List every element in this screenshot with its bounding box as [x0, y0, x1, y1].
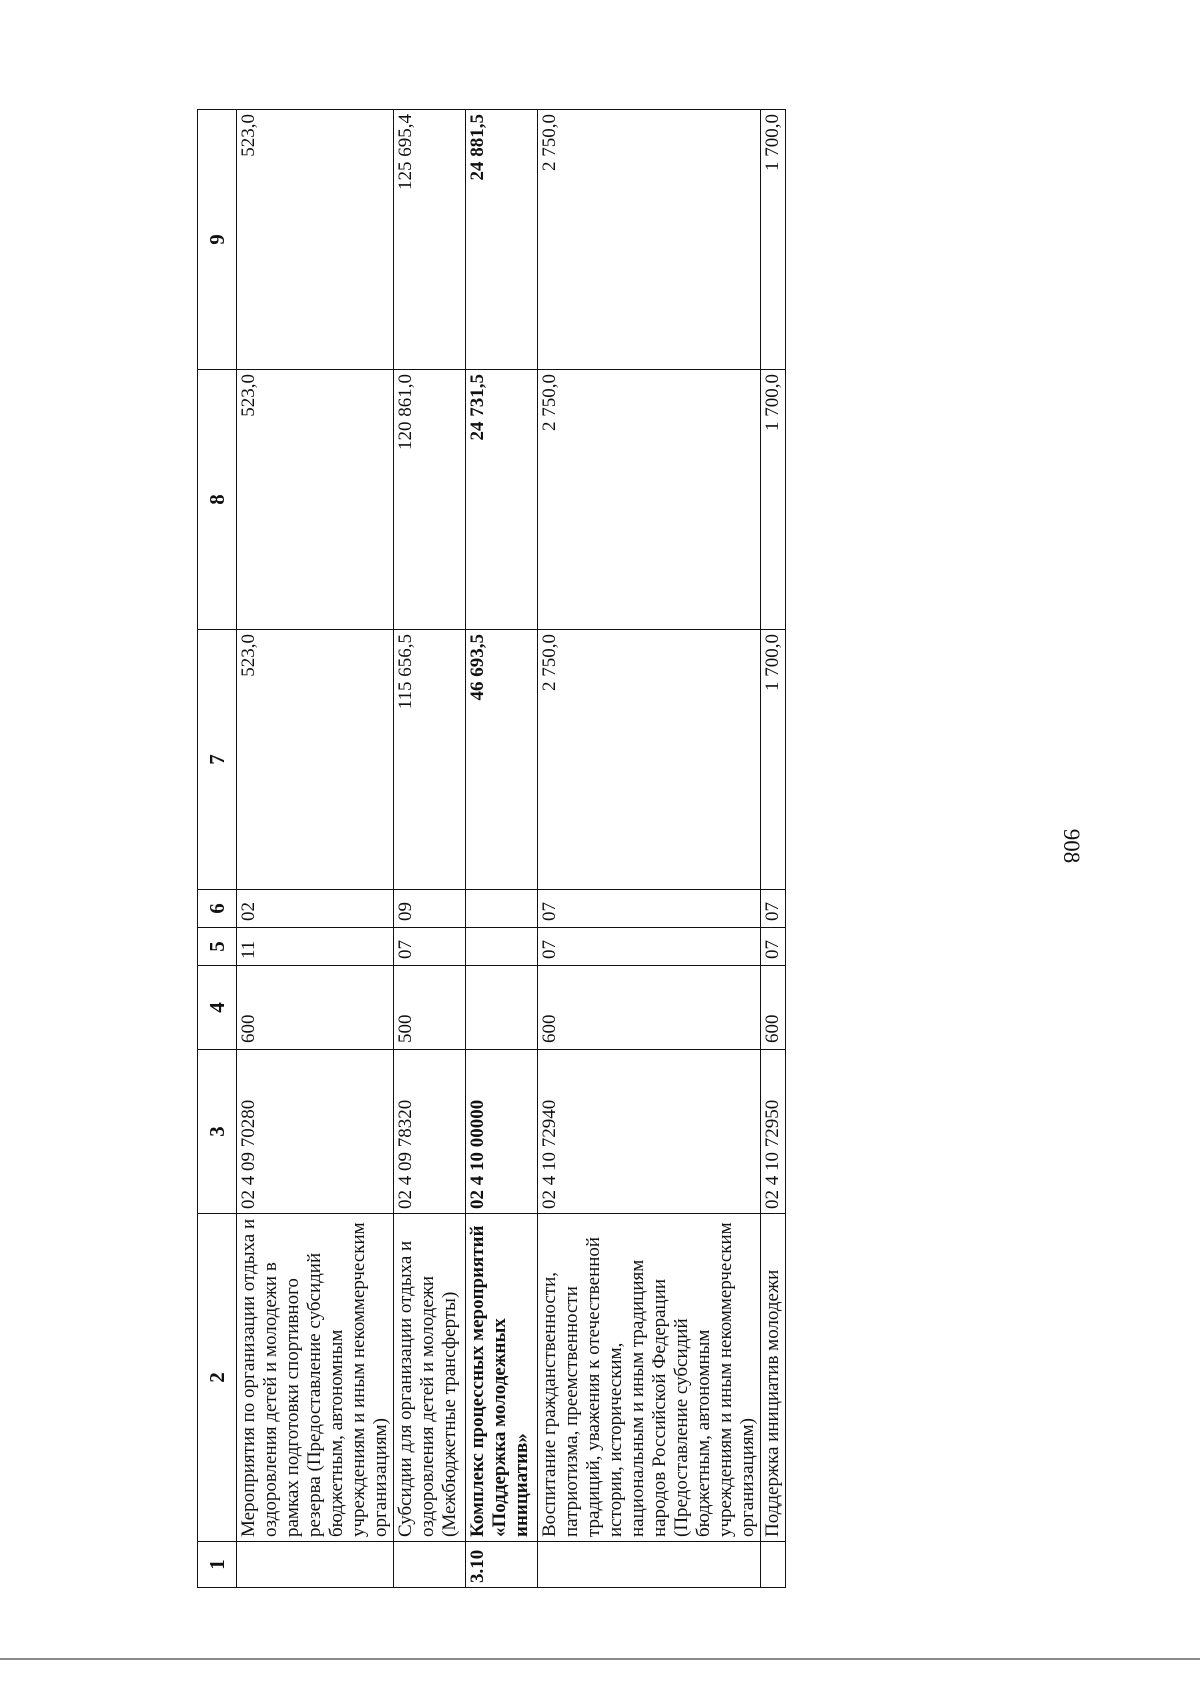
- subsection-code: 07: [761, 890, 786, 928]
- amount-year-2: 24 731,5: [466, 370, 538, 630]
- section-code: 11: [237, 928, 394, 966]
- row-index: [237, 1542, 394, 1588]
- section-code: 07: [761, 928, 786, 966]
- amount-year-3: 24 881,5: [466, 110, 538, 370]
- page-number: 908: [1059, 828, 1084, 864]
- amount-year-2: 2 750,0: [538, 370, 761, 630]
- column-header: 1: [198, 1542, 237, 1588]
- amount-year-1: 1 700,0: [761, 630, 786, 890]
- section-code: 07: [538, 928, 761, 966]
- column-header: 5: [198, 928, 237, 966]
- expense-type-code: 600: [538, 966, 761, 1050]
- target-article-code: 02 4 10 72950: [761, 1050, 786, 1214]
- column-header: 9: [198, 110, 237, 370]
- table-row: [237, 110, 394, 1588]
- amount-year-2: 523,0: [237, 370, 394, 630]
- amount-year-1: 2 750,0: [538, 630, 761, 890]
- expense-name: Комплекс процессных мероприятий «Поддержка молодежных инициатив»: [466, 1214, 538, 1542]
- amount-year-2: 120 861,0: [394, 370, 466, 630]
- target-article-code: 02 4 10 72940: [538, 1050, 761, 1214]
- expense-type-code: 500: [394, 966, 466, 1050]
- expense-type-code: [466, 966, 538, 1050]
- column-header: 3: [198, 1050, 237, 1214]
- expense-name: Воспитание гражданственности, патриотизма, преемственности традиций, уважения к отечественной истории, историческим, национальным и иным традициям народов Российской Федерации (Предоставление субсидий бюджетным, автономным учреждениям и иным некоммерческим организациям): [538, 1214, 761, 1542]
- column-header: 7: [198, 630, 237, 890]
- target-article-code: 02 4 09 70280: [237, 1050, 394, 1214]
- subsection-code: [466, 890, 538, 928]
- table-row: [394, 110, 466, 1588]
- expense-type-code: 600: [761, 966, 786, 1050]
- amount-year-3: 2 750,0: [538, 110, 761, 370]
- subsection-code: 02: [237, 890, 394, 928]
- table-row: [466, 110, 538, 1588]
- target-article-code: 02 4 10 00000: [466, 1050, 538, 1214]
- amount-year-2: 1 700,0: [761, 370, 786, 630]
- row-index: [761, 1542, 786, 1588]
- expense-name: Мероприятия по организации отдыха и оздоровления детей и молодежи в рамках подготовки спортивного резерва (Предоставление субсидий бюджетным, автономным учреждениям и иным некоммерческим организациям): [237, 1214, 394, 1542]
- scan-edge-line: [0, 1658, 1200, 1660]
- amount-year-3: 1 700,0: [761, 110, 786, 370]
- expense-type-code: 600: [237, 966, 394, 1050]
- expense-name: Субсидии для организации отдыха и оздоровления детей и молодежи (Межбюджетные трансферты): [394, 1214, 466, 1542]
- column-header: 2: [198, 1214, 237, 1542]
- header-row: [198, 110, 237, 1588]
- row-index: [394, 1542, 466, 1588]
- table-row: [538, 110, 761, 1588]
- table-row: [761, 110, 786, 1588]
- column-header: 4: [198, 966, 237, 1050]
- amount-year-1: 523,0: [237, 630, 394, 890]
- row-index: 3.10: [466, 1542, 538, 1588]
- amount-year-1: 46 693,5: [466, 630, 538, 890]
- section-code: [466, 928, 538, 966]
- amount-year-1: 115 656,5: [394, 630, 466, 890]
- column-header: 6: [198, 890, 237, 928]
- row-index: [538, 1542, 761, 1588]
- rotated-table-container: [197, 110, 783, 1588]
- subsection-code: 07: [538, 890, 761, 928]
- subsection-code: 09: [394, 890, 466, 928]
- budget-table: [197, 109, 786, 1588]
- amount-year-3: 523,0: [237, 110, 394, 370]
- expense-name: Поддержка инициатив молодежи: [761, 1214, 786, 1542]
- section-code: 07: [394, 928, 466, 966]
- amount-year-3: 125 695,4: [394, 110, 466, 370]
- target-article-code: 02 4 09 78320: [394, 1050, 466, 1214]
- column-header: 8: [198, 370, 237, 630]
